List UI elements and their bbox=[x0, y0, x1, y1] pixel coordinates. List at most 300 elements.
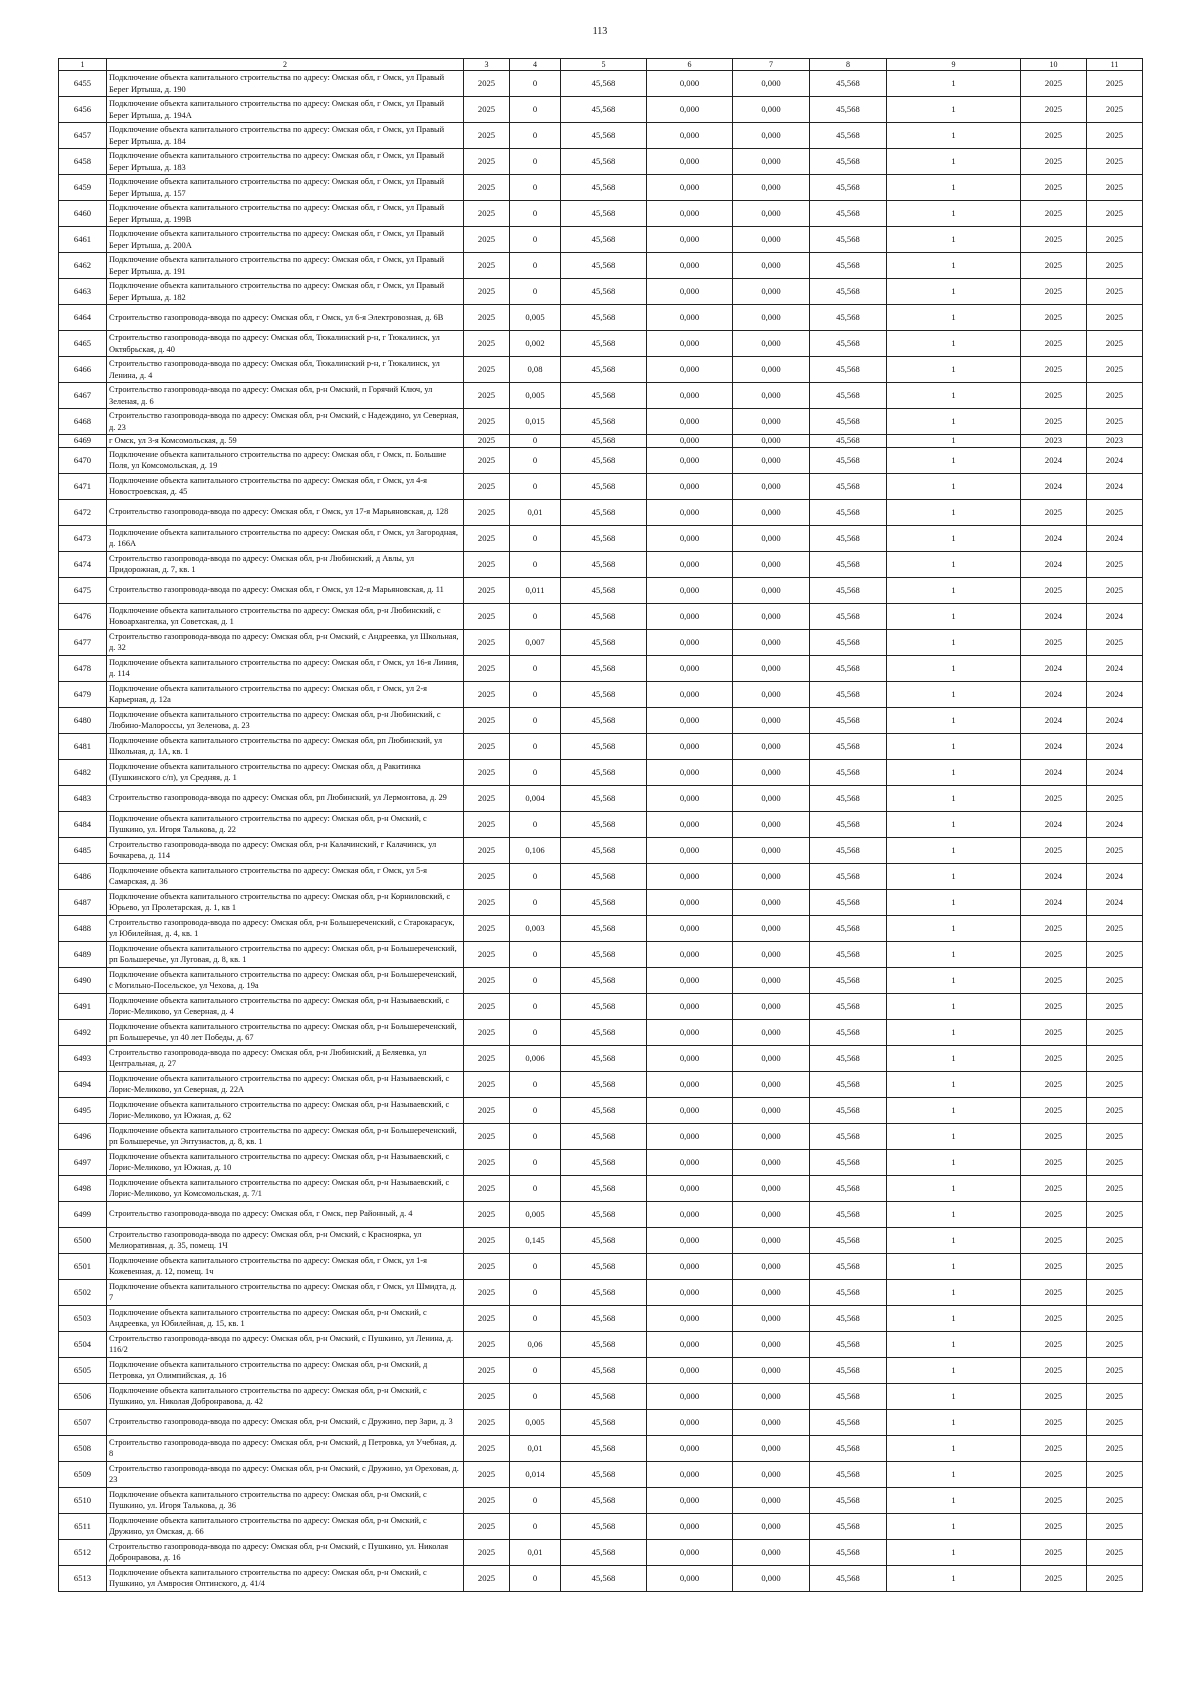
value-cell: 2025 bbox=[1021, 383, 1087, 409]
value-cell: 45,568 bbox=[561, 759, 647, 785]
value-cell: 0,002 bbox=[510, 331, 561, 357]
description-cell: Строительство газопровода-ввода по адресу: Омская обл, Тюкалинский р-н, г Тюкалинск, ул Октябрьская, д. 40 bbox=[107, 331, 464, 357]
value-cell: 0,000 bbox=[733, 837, 810, 863]
description-cell: Подключение объекта капитального строительства по адресу: Омская обл, г Омск, ул Правый Берег Иртыша, д. 190 bbox=[107, 71, 464, 97]
value-cell: 45,568 bbox=[810, 473, 887, 499]
value-cell: 2025 bbox=[464, 1487, 510, 1513]
value-cell: 0,000 bbox=[647, 499, 733, 525]
table-row bbox=[59, 279, 1143, 305]
value-cell: 0,000 bbox=[647, 305, 733, 331]
value-cell: 45,568 bbox=[810, 1513, 887, 1539]
table-row bbox=[59, 1357, 1143, 1383]
value-cell: 1 bbox=[887, 1253, 1021, 1279]
value-cell: 45,568 bbox=[810, 149, 887, 175]
table-row bbox=[59, 941, 1143, 967]
value-cell: 45,568 bbox=[810, 331, 887, 357]
row-number-cell: 6466 bbox=[59, 357, 107, 383]
table-row bbox=[59, 967, 1143, 993]
value-cell: 2024 bbox=[1021, 551, 1087, 577]
table-row bbox=[59, 227, 1143, 253]
value-cell: 2025 bbox=[1087, 1071, 1143, 1097]
value-cell: 2025 bbox=[1087, 1565, 1143, 1591]
value-cell: 45,568 bbox=[561, 1279, 647, 1305]
value-cell: 0,000 bbox=[647, 227, 733, 253]
value-cell: 0,000 bbox=[733, 967, 810, 993]
table-row bbox=[59, 1513, 1143, 1539]
description-cell: Подключение объекта капитального строительства по адресу: Омская обл, р-н Омский, с Андреевка, ул Юбилейная, д. 15, кв. 1 bbox=[107, 1305, 464, 1331]
value-cell: 0 bbox=[510, 253, 561, 279]
value-cell: 2025 bbox=[1021, 1227, 1087, 1253]
value-cell: 0 bbox=[510, 551, 561, 577]
value-cell: 1 bbox=[887, 915, 1021, 941]
value-cell: 0,000 bbox=[733, 993, 810, 1019]
value-cell: 45,568 bbox=[810, 175, 887, 201]
value-cell: 45,568 bbox=[810, 915, 887, 941]
value-cell: 2025 bbox=[1087, 1513, 1143, 1539]
row-number-cell: 6455 bbox=[59, 71, 107, 97]
value-cell: 2025 bbox=[464, 383, 510, 409]
value-cell: 0,000 bbox=[647, 1149, 733, 1175]
table-row bbox=[59, 1409, 1143, 1435]
value-cell: 1 bbox=[887, 1383, 1021, 1409]
value-cell: 2024 bbox=[1087, 603, 1143, 629]
value-cell: 1 bbox=[887, 1123, 1021, 1149]
table-row bbox=[59, 447, 1143, 473]
value-cell: 0,000 bbox=[647, 1305, 733, 1331]
value-cell: 0 bbox=[510, 1175, 561, 1201]
value-cell: 45,568 bbox=[810, 1045, 887, 1071]
description-cell: Подключение объекта капитального строительства по адресу: Омская обл, р-н Любинский, с Новоархангелка, ул Советская, д. 1 bbox=[107, 603, 464, 629]
value-cell: 0,000 bbox=[647, 681, 733, 707]
column-header: 6 bbox=[647, 59, 733, 71]
value-cell: 0,000 bbox=[647, 1175, 733, 1201]
value-cell: 45,568 bbox=[561, 681, 647, 707]
table-row bbox=[59, 435, 1143, 448]
value-cell: 0 bbox=[510, 435, 561, 448]
value-cell: 0,000 bbox=[733, 1461, 810, 1487]
row-number-cell: 6508 bbox=[59, 1435, 107, 1461]
value-cell: 0,08 bbox=[510, 357, 561, 383]
value-cell: 1 bbox=[887, 967, 1021, 993]
value-cell: 2025 bbox=[464, 863, 510, 889]
value-cell: 2025 bbox=[464, 435, 510, 448]
value-cell: 2025 bbox=[464, 1383, 510, 1409]
table-row bbox=[59, 1227, 1143, 1253]
value-cell: 0 bbox=[510, 1123, 561, 1149]
value-cell: 2025 bbox=[464, 149, 510, 175]
table-row bbox=[59, 473, 1143, 499]
value-cell: 2025 bbox=[464, 279, 510, 305]
value-cell: 2024 bbox=[1087, 811, 1143, 837]
value-cell: 0 bbox=[510, 1513, 561, 1539]
value-cell: 0 bbox=[510, 71, 561, 97]
value-cell: 45,568 bbox=[810, 97, 887, 123]
value-cell: 2025 bbox=[1087, 551, 1143, 577]
value-cell: 2025 bbox=[464, 175, 510, 201]
value-cell: 45,568 bbox=[810, 629, 887, 655]
value-cell: 0,000 bbox=[733, 1279, 810, 1305]
value-cell: 0 bbox=[510, 279, 561, 305]
value-cell: 2025 bbox=[464, 1331, 510, 1357]
description-cell: Подключение объекта капитального строительства по адресу: Омская обл, р-н Называевский, с Лорис-Меликово, ул Северная, д. 22А bbox=[107, 1071, 464, 1097]
value-cell: 0,000 bbox=[733, 305, 810, 331]
value-cell: 45,568 bbox=[810, 1071, 887, 1097]
value-cell: 0 bbox=[510, 1071, 561, 1097]
value-cell: 45,568 bbox=[810, 889, 887, 915]
table-body bbox=[59, 71, 1143, 1592]
description-cell: Подключение объекта капитального строительства по адресу: Омская обл, р-н Большереченский, рп Большеречье, ул Луговая, д. 8, кв. 1 bbox=[107, 941, 464, 967]
value-cell: 0 bbox=[510, 1487, 561, 1513]
value-cell: 2025 bbox=[1021, 1253, 1087, 1279]
value-cell: 2025 bbox=[1021, 1539, 1087, 1565]
value-cell: 0,000 bbox=[647, 357, 733, 383]
row-number-cell: 6461 bbox=[59, 227, 107, 253]
table-row bbox=[59, 1435, 1143, 1461]
value-cell: 0 bbox=[510, 603, 561, 629]
value-cell: 2025 bbox=[1087, 837, 1143, 863]
value-cell: 45,568 bbox=[561, 1331, 647, 1357]
value-cell: 0,000 bbox=[733, 811, 810, 837]
value-cell: 2025 bbox=[1021, 1565, 1087, 1591]
value-cell: 2024 bbox=[1087, 473, 1143, 499]
value-cell: 0,000 bbox=[733, 759, 810, 785]
value-cell: 0,000 bbox=[733, 681, 810, 707]
value-cell: 45,568 bbox=[810, 1357, 887, 1383]
row-number-cell: 6488 bbox=[59, 915, 107, 941]
row-number-cell: 6500 bbox=[59, 1227, 107, 1253]
value-cell: 0,000 bbox=[733, 525, 810, 551]
value-cell: 1 bbox=[887, 525, 1021, 551]
value-cell: 2024 bbox=[1087, 707, 1143, 733]
value-cell: 45,568 bbox=[561, 1019, 647, 1045]
table-row bbox=[59, 655, 1143, 681]
value-cell: 2025 bbox=[1021, 1383, 1087, 1409]
value-cell: 45,568 bbox=[810, 409, 887, 435]
row-number-cell: 6478 bbox=[59, 655, 107, 681]
description-cell: Подключение объекта капитального строительства по адресу: Омская обл, р-н Любинский, с Любино-Малороссы, ул Зеленова, д. 23 bbox=[107, 707, 464, 733]
value-cell: 0,106 bbox=[510, 837, 561, 863]
value-cell: 2025 bbox=[464, 551, 510, 577]
value-cell: 45,568 bbox=[810, 1097, 887, 1123]
description-cell: Подключение объекта капитального строительства по адресу: Омская обл, г Омск, ул Правый Берег Иртыша, д. 199В bbox=[107, 201, 464, 227]
value-cell: 0,000 bbox=[647, 707, 733, 733]
value-cell: 0,000 bbox=[733, 551, 810, 577]
value-cell: 1 bbox=[887, 1175, 1021, 1201]
value-cell: 0,011 bbox=[510, 577, 561, 603]
value-cell: 2025 bbox=[1087, 357, 1143, 383]
value-cell: 45,568 bbox=[561, 227, 647, 253]
value-cell: 2025 bbox=[1087, 1045, 1143, 1071]
table-row bbox=[59, 733, 1143, 759]
value-cell: 1 bbox=[887, 1305, 1021, 1331]
value-cell: 0,000 bbox=[733, 733, 810, 759]
value-cell: 0 bbox=[510, 811, 561, 837]
value-cell: 1 bbox=[887, 1435, 1021, 1461]
description-cell: Подключение объекта капитального строительства по адресу: Омская обл, д Ракитинка (Пушкинского с/п), ул Средняя, д. 1 bbox=[107, 759, 464, 785]
value-cell: 1 bbox=[887, 577, 1021, 603]
row-number-cell: 6482 bbox=[59, 759, 107, 785]
value-cell: 0,000 bbox=[647, 759, 733, 785]
description-cell: Подключение объекта капитального строительства по адресу: Омская обл, р-н Корниловский, с Юрьево, ул Пролетарская, д. 1, кв 1 bbox=[107, 889, 464, 915]
value-cell: 0,000 bbox=[733, 1383, 810, 1409]
value-cell: 0 bbox=[510, 993, 561, 1019]
value-cell: 2025 bbox=[1087, 201, 1143, 227]
value-cell: 2025 bbox=[464, 785, 510, 811]
column-header: 11 bbox=[1087, 59, 1143, 71]
value-cell: 0,000 bbox=[733, 1227, 810, 1253]
value-cell: 2025 bbox=[1087, 1019, 1143, 1045]
value-cell: 2025 bbox=[1021, 201, 1087, 227]
description-cell: Подключение объекта капитального строительства по адресу: Омская обл, р-н Омский, с Дружино, ул Омская, д. 66 bbox=[107, 1513, 464, 1539]
table-row bbox=[59, 1565, 1143, 1591]
value-cell: 0,000 bbox=[647, 1019, 733, 1045]
value-cell: 1 bbox=[887, 499, 1021, 525]
value-cell: 0 bbox=[510, 733, 561, 759]
value-cell: 2025 bbox=[464, 473, 510, 499]
value-cell: 0,000 bbox=[733, 889, 810, 915]
value-cell: 0,000 bbox=[733, 1305, 810, 1331]
value-cell: 1 bbox=[887, 889, 1021, 915]
value-cell: 45,568 bbox=[810, 1227, 887, 1253]
value-cell: 45,568 bbox=[561, 1435, 647, 1461]
row-number-cell: 6485 bbox=[59, 837, 107, 863]
value-cell: 1 bbox=[887, 473, 1021, 499]
value-cell: 0,000 bbox=[647, 967, 733, 993]
value-cell: 45,568 bbox=[810, 1461, 887, 1487]
table-row bbox=[59, 1175, 1143, 1201]
value-cell: 1 bbox=[887, 447, 1021, 473]
value-cell: 45,568 bbox=[810, 383, 887, 409]
table-row bbox=[59, 837, 1143, 863]
value-cell: 0,005 bbox=[510, 1409, 561, 1435]
value-cell: 0,000 bbox=[733, 577, 810, 603]
value-cell: 2025 bbox=[1021, 253, 1087, 279]
value-cell: 0 bbox=[510, 1357, 561, 1383]
value-cell: 0,000 bbox=[647, 1227, 733, 1253]
value-cell: 45,568 bbox=[561, 201, 647, 227]
value-cell: 0,000 bbox=[647, 1071, 733, 1097]
value-cell: 0,000 bbox=[647, 551, 733, 577]
value-cell: 1 bbox=[887, 785, 1021, 811]
table-row bbox=[59, 1201, 1143, 1227]
description-cell: Строительство газопровода-ввода по адресу: Омская обл, р-н Омский, с Надеждино, ул Северная, д. 23 bbox=[107, 409, 464, 435]
row-number-cell: 6457 bbox=[59, 123, 107, 149]
value-cell: 2025 bbox=[1021, 1409, 1087, 1435]
value-cell: 45,568 bbox=[810, 863, 887, 889]
value-cell: 45,568 bbox=[561, 577, 647, 603]
value-cell: 0 bbox=[510, 1305, 561, 1331]
value-cell: 2025 bbox=[1087, 383, 1143, 409]
value-cell: 0,000 bbox=[733, 1253, 810, 1279]
value-cell: 0,000 bbox=[647, 1565, 733, 1591]
value-cell: 1 bbox=[887, 305, 1021, 331]
description-cell: Подключение объекта капитального строительства по адресу: Омская обл, рп Любинский, ул Школьная, д. 1А, кв. 1 bbox=[107, 733, 464, 759]
row-number-cell: 6465 bbox=[59, 331, 107, 357]
value-cell: 0,000 bbox=[733, 1045, 810, 1071]
value-cell: 2025 bbox=[1021, 1123, 1087, 1149]
value-cell: 1 bbox=[887, 201, 1021, 227]
value-cell: 2025 bbox=[1087, 305, 1143, 331]
value-cell: 2025 bbox=[1087, 1175, 1143, 1201]
value-cell: 2025 bbox=[464, 1201, 510, 1227]
value-cell: 2025 bbox=[464, 1305, 510, 1331]
value-cell: 2025 bbox=[1021, 175, 1087, 201]
value-cell: 0,000 bbox=[647, 175, 733, 201]
value-cell: 2025 bbox=[1021, 499, 1087, 525]
value-cell: 2025 bbox=[464, 1357, 510, 1383]
value-cell: 2025 bbox=[1087, 1201, 1143, 1227]
description-cell: Строительство газопровода-ввода по адресу: Омская обл, р-н Любинский, д Беляевка, ул Центральная, д. 27 bbox=[107, 1045, 464, 1071]
table-row bbox=[59, 707, 1143, 733]
value-cell: 2025 bbox=[1087, 97, 1143, 123]
value-cell: 0,000 bbox=[733, 1513, 810, 1539]
value-cell: 45,568 bbox=[810, 447, 887, 473]
value-cell: 45,568 bbox=[561, 785, 647, 811]
value-cell: 2024 bbox=[1087, 889, 1143, 915]
value-cell: 2025 bbox=[1021, 97, 1087, 123]
value-cell: 0,000 bbox=[647, 733, 733, 759]
value-cell: 45,568 bbox=[810, 1435, 887, 1461]
value-cell: 2025 bbox=[1087, 123, 1143, 149]
value-cell: 1 bbox=[887, 331, 1021, 357]
table-row bbox=[59, 97, 1143, 123]
value-cell: 0,000 bbox=[733, 473, 810, 499]
value-cell: 45,568 bbox=[561, 863, 647, 889]
row-number-cell: 6492 bbox=[59, 1019, 107, 1045]
row-number-cell: 6470 bbox=[59, 447, 107, 473]
value-cell: 0,000 bbox=[647, 629, 733, 655]
value-cell: 2025 bbox=[464, 1149, 510, 1175]
table-row bbox=[59, 71, 1143, 97]
value-cell: 0,000 bbox=[733, 1357, 810, 1383]
value-cell: 2025 bbox=[464, 1279, 510, 1305]
value-cell: 45,568 bbox=[561, 993, 647, 1019]
value-cell: 2025 bbox=[1021, 629, 1087, 655]
value-cell: 45,568 bbox=[561, 707, 647, 733]
value-cell: 1 bbox=[887, 1487, 1021, 1513]
row-number-cell: 6456 bbox=[59, 97, 107, 123]
row-number-cell: 6471 bbox=[59, 473, 107, 499]
value-cell: 45,568 bbox=[561, 447, 647, 473]
value-cell: 2025 bbox=[1087, 1123, 1143, 1149]
value-cell: 2025 bbox=[1087, 1305, 1143, 1331]
value-cell: 0,014 bbox=[510, 1461, 561, 1487]
description-cell: Строительство газопровода-ввода по адресу: Омская обл, р-н Большереченский, с Старокарасук, ул Юбилейная, д. 4, кв. 1 bbox=[107, 915, 464, 941]
value-cell: 0 bbox=[510, 889, 561, 915]
table-row bbox=[59, 889, 1143, 915]
description-cell: Подключение объекта капитального строительства по адресу: Омская обл, г Омск, ул 4-я Новостроевская, д. 45 bbox=[107, 473, 464, 499]
value-cell: 45,568 bbox=[561, 1513, 647, 1539]
table-row bbox=[59, 305, 1143, 331]
column-header: 8 bbox=[810, 59, 887, 71]
column-header: 7 bbox=[733, 59, 810, 71]
row-number-cell: 6463 bbox=[59, 279, 107, 305]
value-cell: 2025 bbox=[464, 993, 510, 1019]
value-cell: 0 bbox=[510, 1253, 561, 1279]
value-cell: 2024 bbox=[1021, 863, 1087, 889]
value-cell: 2025 bbox=[464, 707, 510, 733]
value-cell: 0 bbox=[510, 1279, 561, 1305]
value-cell: 2024 bbox=[1021, 707, 1087, 733]
value-cell: 0,000 bbox=[647, 253, 733, 279]
value-cell: 0,000 bbox=[647, 785, 733, 811]
description-cell: Строительство газопровода-ввода по адресу: Омская обл, р-н Омский, д Петровка, ул Учебная, д. 8 bbox=[107, 1435, 464, 1461]
value-cell: 45,568 bbox=[810, 357, 887, 383]
value-cell: 45,568 bbox=[561, 1461, 647, 1487]
value-cell: 0,000 bbox=[647, 1487, 733, 1513]
value-cell: 1 bbox=[887, 629, 1021, 655]
description-cell: Строительство газопровода-ввода по адресу: Омская обл, Тюкалинский р-н, г Тюкалинск, ул Ленина, д. 4 bbox=[107, 357, 464, 383]
value-cell: 45,568 bbox=[561, 811, 647, 837]
row-number-cell: 6475 bbox=[59, 577, 107, 603]
value-cell: 1 bbox=[887, 681, 1021, 707]
column-header: 9 bbox=[887, 59, 1021, 71]
column-header: 10 bbox=[1021, 59, 1087, 71]
value-cell: 2025 bbox=[1021, 305, 1087, 331]
value-cell: 2025 bbox=[1021, 1201, 1087, 1227]
column-header: 1 bbox=[59, 59, 107, 71]
value-cell: 2025 bbox=[1021, 1045, 1087, 1071]
value-cell: 2025 bbox=[464, 1227, 510, 1253]
value-cell: 45,568 bbox=[810, 1253, 887, 1279]
value-cell: 0,000 bbox=[647, 655, 733, 681]
value-cell: 1 bbox=[887, 227, 1021, 253]
value-cell: 45,568 bbox=[810, 1565, 887, 1591]
row-number-cell: 6511 bbox=[59, 1513, 107, 1539]
value-cell: 45,568 bbox=[561, 1409, 647, 1435]
value-cell: 0 bbox=[510, 1383, 561, 1409]
value-cell: 0 bbox=[510, 707, 561, 733]
value-cell: 0 bbox=[510, 655, 561, 681]
value-cell: 1 bbox=[887, 1201, 1021, 1227]
row-number-cell: 6474 bbox=[59, 551, 107, 577]
value-cell: 0,000 bbox=[647, 71, 733, 97]
value-cell: 45,568 bbox=[810, 1305, 887, 1331]
value-cell: 2025 bbox=[1021, 1071, 1087, 1097]
value-cell: 45,568 bbox=[810, 1539, 887, 1565]
value-cell: 2025 bbox=[1021, 577, 1087, 603]
value-cell: 0,000 bbox=[647, 1513, 733, 1539]
value-cell: 0 bbox=[510, 941, 561, 967]
row-number-cell: 6490 bbox=[59, 967, 107, 993]
value-cell: 45,568 bbox=[561, 1305, 647, 1331]
value-cell: 2025 bbox=[464, 447, 510, 473]
value-cell: 0 bbox=[510, 175, 561, 201]
table-row bbox=[59, 1045, 1143, 1071]
value-cell: 0 bbox=[510, 227, 561, 253]
value-cell: 2023 bbox=[1087, 435, 1143, 448]
value-cell: 0,000 bbox=[733, 1331, 810, 1357]
value-cell: 0,000 bbox=[733, 785, 810, 811]
value-cell: 2025 bbox=[464, 1071, 510, 1097]
row-number-cell: 6505 bbox=[59, 1357, 107, 1383]
value-cell: 1 bbox=[887, 1227, 1021, 1253]
value-cell: 2025 bbox=[464, 499, 510, 525]
value-cell: 2024 bbox=[1021, 889, 1087, 915]
value-cell: 45,568 bbox=[561, 1383, 647, 1409]
value-cell: 45,568 bbox=[810, 227, 887, 253]
value-cell: 0,000 bbox=[733, 1435, 810, 1461]
value-cell: 0,000 bbox=[647, 889, 733, 915]
table-row bbox=[59, 149, 1143, 175]
row-number-cell: 6477 bbox=[59, 629, 107, 655]
value-cell: 2025 bbox=[1087, 1435, 1143, 1461]
description-cell: Подключение объекта капитального строительства по адресу: Омская обл, г Омск, ул 5-я Самарская, д. 36 bbox=[107, 863, 464, 889]
value-cell: 2025 bbox=[464, 525, 510, 551]
value-cell: 2025 bbox=[1021, 1487, 1087, 1513]
value-cell: 2025 bbox=[1087, 941, 1143, 967]
row-number-cell: 6476 bbox=[59, 603, 107, 629]
